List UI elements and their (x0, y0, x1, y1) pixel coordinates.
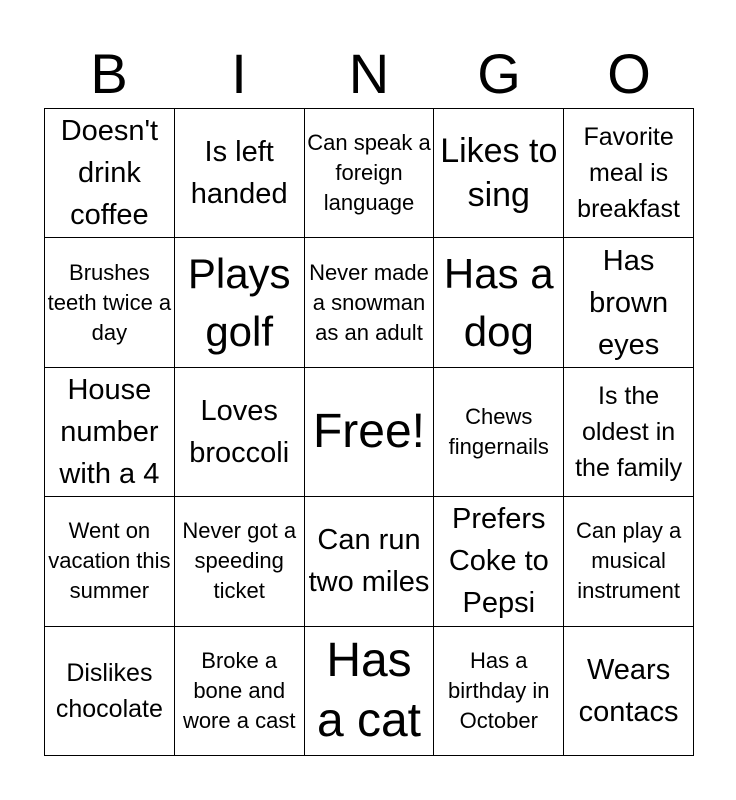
bingo-cell[interactable]: Likes to sing (434, 109, 564, 238)
bingo-cell[interactable]: Has a cat (305, 627, 435, 756)
bingo-cell[interactable]: Never got a speeding ticket (175, 497, 305, 626)
bingo-header (44, 40, 694, 108)
free-space-cell[interactable]: Free! (305, 368, 435, 497)
bingo-cell[interactable]: Doesn't drink coffee (45, 109, 175, 238)
bingo-cell[interactable]: Dislikes chocolate (45, 627, 175, 756)
bingo-cell[interactable]: Can run two miles (305, 497, 435, 626)
bingo-cell[interactable]: Has a dog (434, 238, 564, 367)
bingo-cell[interactable]: Favorite meal is breakfast (564, 109, 694, 238)
bingo-grid (44, 108, 694, 756)
bingo-cell[interactable]: Has a birthday in October (434, 627, 564, 756)
header-letter-n: N (348, 42, 390, 105)
bingo-cell[interactable]: Prefers Coke to Pepsi (434, 497, 564, 626)
bingo-cell[interactable]: Brushes teeth twice a day (45, 238, 175, 367)
bingo-cell[interactable]: Loves broccoli (175, 368, 305, 497)
bingo-cell[interactable]: Can play a musical instrument (564, 497, 694, 626)
header-letter-b: B (90, 42, 128, 105)
header-letter-i: I (231, 42, 247, 105)
bingo-cell[interactable]: Went on vacation this summer (45, 497, 175, 626)
bingo-cell[interactable]: Plays golf (175, 238, 305, 367)
header-letter-o: O (607, 42, 651, 105)
bingo-cell[interactable]: Broke a bone and wore a cast (175, 627, 305, 756)
bingo-cell[interactable]: Is left handed (175, 109, 305, 238)
bingo-cell[interactable]: Wears contacs (564, 627, 694, 756)
header-letter-g: G (477, 42, 521, 105)
bingo-cell[interactable]: Can speak a foreign language (305, 109, 435, 238)
bingo-cell[interactable]: Is the oldest in the family (564, 368, 694, 497)
bingo-cell[interactable]: Chews fingernails (434, 368, 564, 497)
bingo-cell[interactable]: Has brown eyes (564, 238, 694, 367)
bingo-cell[interactable]: Never made a snowman as an adult (305, 238, 435, 367)
bingo-cell[interactable]: House number with a 4 (45, 368, 175, 497)
